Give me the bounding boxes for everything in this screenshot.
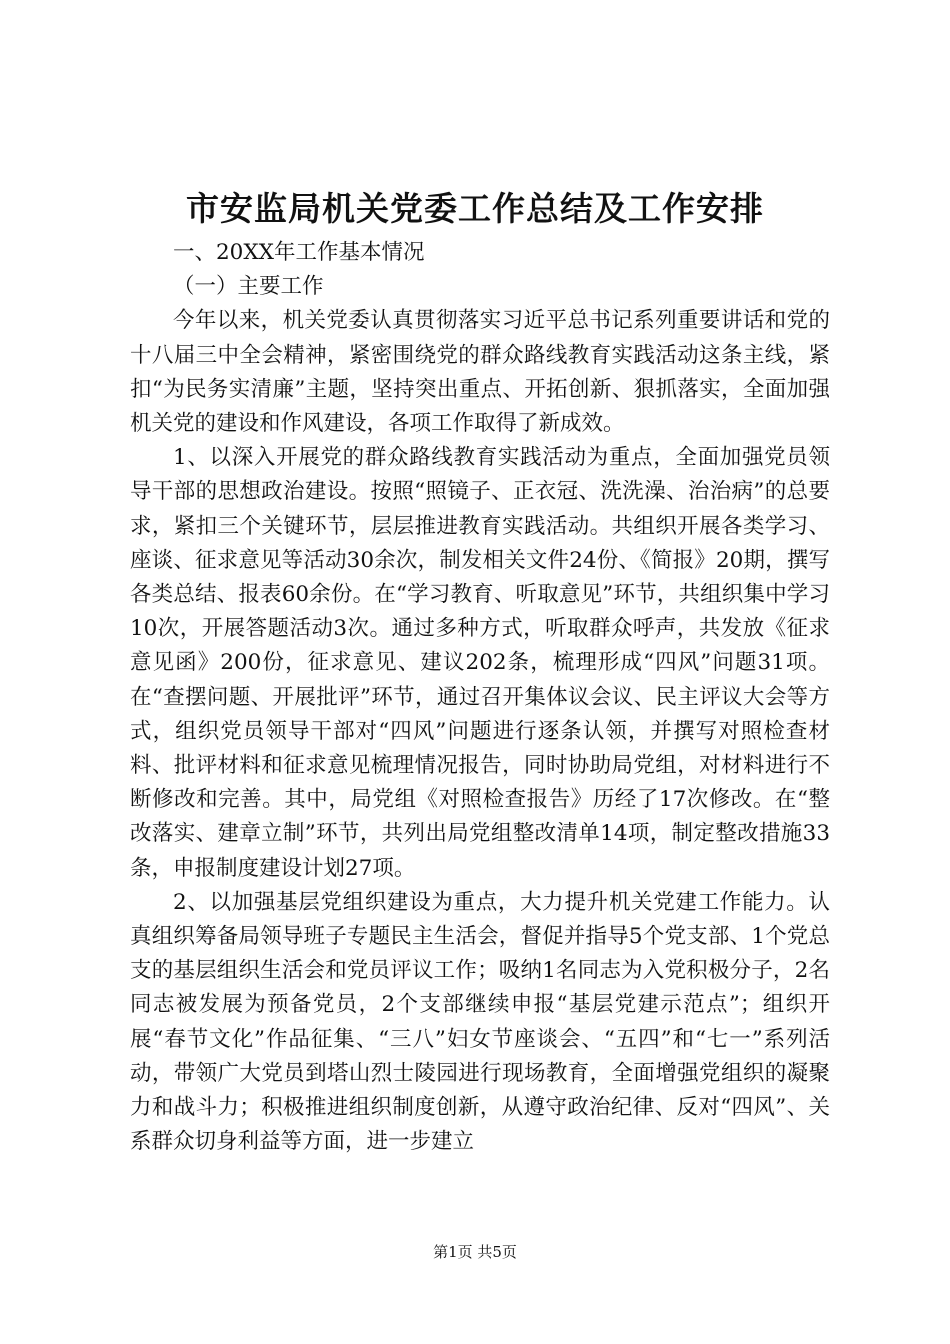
section-heading: 一、20XX年工作基本情况 — [173, 240, 425, 265]
subsection-heading: （一）主要工作 — [173, 274, 324, 300]
document-title: 市安监局机关党委工作总结及工作安排 — [186, 189, 764, 228]
page-footer: 第1页 共5页 — [433, 1243, 517, 1261]
document-body — [130, 236, 830, 1159]
paragraph-item-2: 2、以加强基层党组织建设为重点，大力提升机关党建工作能力。认真组织筹备局领导班子专题民主生活会，督促并指导5个党支部、1个党总支的基层组织生活会和党员评议工作；吸纳1名同志为入党积极分子，2名同志被发展为预备党员，2个支部继续申报“基层党建示范点”；组织开展“春节文化”作品征集、“三八”妇女节座谈会、“五四”和“七一”系列活动，带领广大党员到塔山烈士陵园进行现场教育，全面增强党组织的凝聚力和战斗力；积极推进组织制度创新，从遵守政治纪律、反对“四风”、关系群众切身利益等方面，进一步建立 — [130, 889, 830, 1155]
paragraph-intro: 今年以来，机关党委认真贯彻落实习近平总书记系列重要讲话和党的十八届三中全会精神，紧密围绕党的群众路线教育实践活动这条主线，紧扣“为民务实清廉”主题，坚持突出重点、开拓创新、狠抓落实，全面加强机关党的建设和作风建设，各项工作取得了新成效。 — [130, 308, 830, 437]
paragraph-item-1: 1、以深入开展党的群众路线教育实践活动为重点，全面加强党员领导干部的思想政治建设。按照“照镜子、正衣冠、洗洗澡、治治病”的总要求，紧扣三个关键环节，层层推进教育实践活动。共组织开展各类学习、座谈、征求意见等活动30余次，制发相关文件24份、《简报》20期，撰写各类总结、报表60余份。在“学习教育、听取意见”环节，共组织集中学习10次，开展答题活动3次。通过多种方式，听取群众呼声，共发放《征求意见函》200份，征求意见、建议202条，梳理形成“四风”问题31项。在“查摆问题、开展批评”环节，通过召开集体议会议、民主评议大会等方式，组织党员领导干部对“四风”问题进行逐条认领，并撰写对照检查材料、批评材料和征求意见梳理情况报告，同时协助局党组，对材料进行不断修改和完善。其中，局党组《对照检查报告》历经了17次修改。在“整改落实、建章立制”环节，共列出局党组整改清单14项，制定整改措施33条，申报制度建设计划27项。 — [130, 445, 830, 881]
